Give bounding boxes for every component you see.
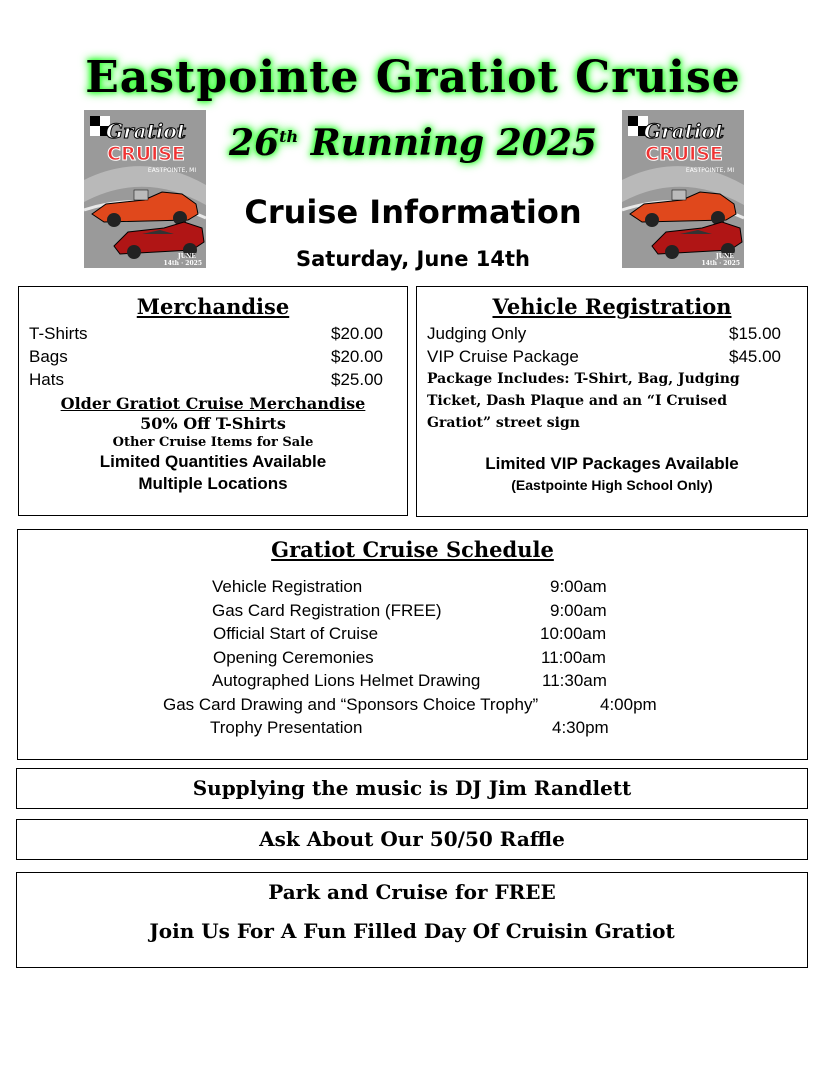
free-cruise-box xyxy=(16,872,808,968)
package-line: Ticket, Dash Plaque and an “I Cruised xyxy=(427,393,728,409)
package-line: Package Includes: T-Shirt, Bag, Judging xyxy=(427,371,740,387)
merchandise-price-list xyxy=(19,322,407,391)
multiple-locations-text: Multiple Locations xyxy=(138,474,288,493)
price-row xyxy=(29,322,383,345)
price-row xyxy=(29,345,383,368)
poster-image-right xyxy=(622,110,744,268)
park-and-cruise-text: Park and Cruise for FREE xyxy=(268,880,556,904)
merchandise-box xyxy=(18,286,408,516)
poster-logo-line1: Gratiot xyxy=(106,119,186,143)
vehicle-registration-title: Vehicle Registration xyxy=(492,294,732,319)
schedule-title: Gratiot Cruise Schedule xyxy=(271,537,554,562)
item-price: $20.00 xyxy=(331,324,383,343)
running-suffix: th xyxy=(279,127,299,146)
item-name: Bags xyxy=(29,347,68,366)
schedule-time: 9:00am xyxy=(550,577,607,596)
schedule-event: Autographed Lions Helmet Drawing xyxy=(212,671,481,690)
item-price: $15.00 xyxy=(729,324,781,343)
schedule-event: Official Start of Cruise xyxy=(213,624,379,643)
schedule-time: 11:00am xyxy=(541,648,606,667)
limited-vip-text: Limited VIP Packages Available xyxy=(485,454,739,473)
schedule-event: Opening Ceremonies xyxy=(213,648,374,667)
package-line: Gratiot” street sign xyxy=(427,415,580,431)
item-price: $20.00 xyxy=(331,347,383,366)
schedule-time: 4:00pm xyxy=(600,695,657,714)
poster-logo-line1: Gratiot xyxy=(644,119,724,143)
poster-location: EASTPOINTE, MI xyxy=(685,167,735,174)
item-name: VIP Cruise Package xyxy=(427,347,579,366)
cruise-date: Saturday, June 14th xyxy=(295,247,531,271)
discount-text: 50% Off T-Shirts xyxy=(140,414,286,433)
schedule-event: Trophy Presentation xyxy=(210,718,363,737)
price-row xyxy=(427,322,781,345)
schedule-event: Gas Card Drawing and “Sponsors Choice Trophy” xyxy=(163,695,539,714)
raffle-banner: Ask About Our 50/50 Raffle xyxy=(16,819,808,860)
item-name: Judging Only xyxy=(427,324,527,343)
cruise-information-heading: Cruise Information xyxy=(244,193,582,231)
schedule-time: 10:00am xyxy=(540,624,607,643)
poster-date-line2: 14th · 2025 xyxy=(701,260,740,267)
poster-image-left xyxy=(84,110,206,268)
page-title: Eastpointe Gratiot Cruise xyxy=(85,52,741,103)
other-items-text: Other Cruise Items for Sale xyxy=(112,435,314,450)
schedule-time: 11:30am xyxy=(542,671,607,690)
vip-location-text: (Eastpointe High School Only) xyxy=(511,477,713,493)
running-number: 26 xyxy=(229,122,280,164)
item-name: Hats xyxy=(29,370,64,389)
poster-art xyxy=(84,110,206,268)
registration-price-list xyxy=(417,322,807,368)
schedule-box xyxy=(17,529,808,760)
price-row xyxy=(29,368,383,391)
item-price: $25.00 xyxy=(331,370,383,389)
item-name: T-Shirts xyxy=(29,324,88,343)
poster-art xyxy=(622,110,744,268)
poster-logo-line2: CRUISE xyxy=(107,143,185,165)
music-banner: Supplying the music is DJ Jim Randlett xyxy=(16,768,808,809)
poster-date-line2: 14th · 2025 xyxy=(163,260,202,267)
join-us-text: Join Us For A Fun Filled Day Of Cruisin Gratiot xyxy=(149,919,675,943)
item-price: $45.00 xyxy=(729,347,781,366)
merchandise-title: Merchandise xyxy=(136,294,290,319)
limited-quantities-text: Limited Quantities Available xyxy=(99,452,327,471)
package-includes-text xyxy=(417,368,807,434)
older-merch-title: Older Gratiot Cruise Merchandise xyxy=(60,394,366,413)
schedule-time: 4:30pm xyxy=(552,718,609,737)
vehicle-registration-box xyxy=(416,286,808,517)
schedule-time: 9:00am xyxy=(550,601,607,620)
poster-logo-line2: CRUISE xyxy=(645,143,723,165)
poster-date-line1: JUNE xyxy=(177,253,196,260)
price-row xyxy=(427,345,781,368)
running-text: Running 2025 xyxy=(310,122,597,164)
schedule-event: Vehicle Registration xyxy=(212,577,363,596)
poster-date-line1: JUNE xyxy=(715,253,734,260)
poster-location: EASTPOINTE, MI xyxy=(147,167,197,174)
schedule-event: Gas Card Registration (FREE) xyxy=(212,601,442,620)
